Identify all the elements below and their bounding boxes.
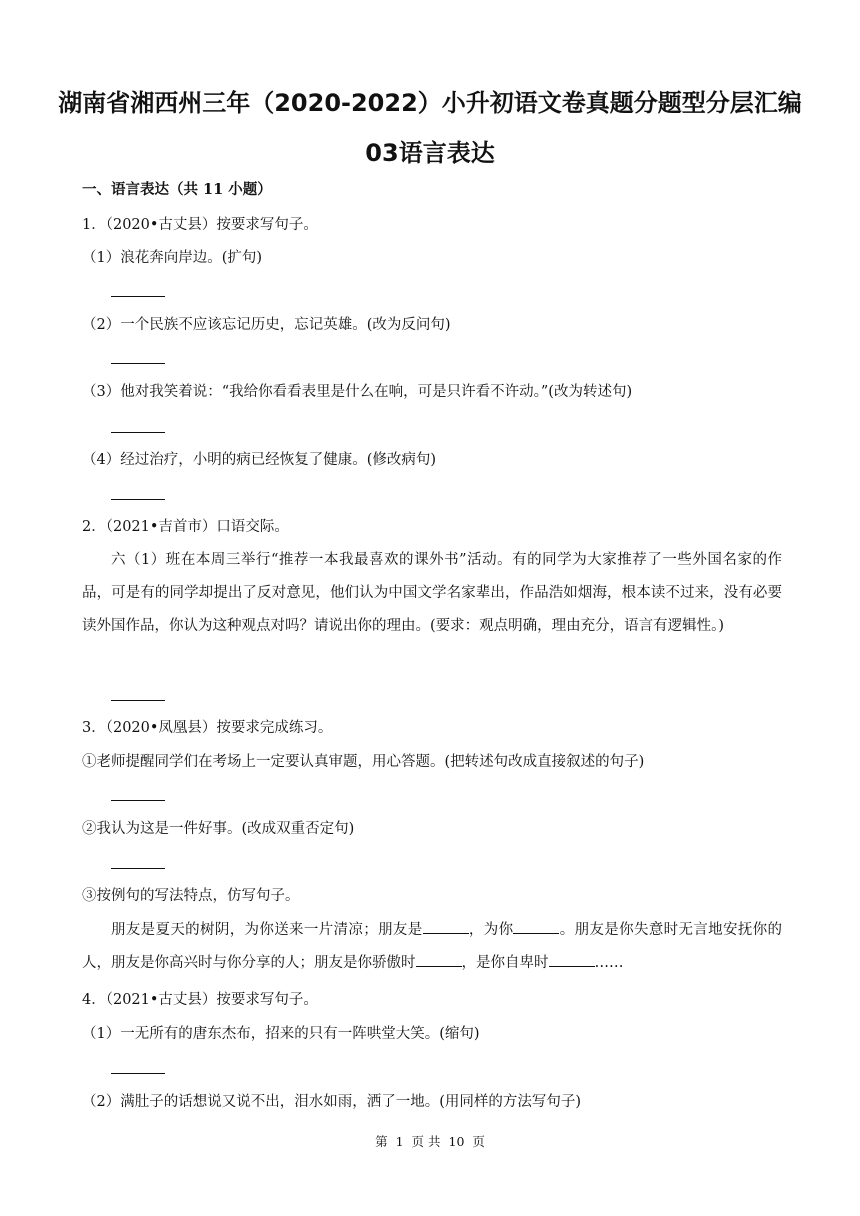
example-text: ，为你: [468, 922, 514, 938]
page-number: 1: [395, 1134, 404, 1149]
answer-line: [111, 432, 165, 433]
q3-item3: ③按例句的写法特点，仿写句子。: [82, 888, 300, 904]
example-text: ，是你自卑时: [461, 955, 549, 971]
fill-blank[interactable]: [513, 919, 559, 934]
q2-stem: 2．（2021•吉首市）口语交际。: [82, 519, 289, 535]
q3-stem: 3．（2020•凤凰县）按要求完成练习。: [82, 720, 333, 736]
q2-body: 六（1）班在本周三举行“推荐一本我最喜欢的课外书”活动。有的同学为大家推荐了一些外国名家的作品，可是有的同学却提出了反对意见，他们认为中国文学名家辈出，作品浩如烟海，根本读不过来，没有必要读外国作品，你认为这种观点对吗？请说出你的理由。(要求：观点明确，理由充分，语言有逻辑性。): [82, 552, 782, 634]
example-text: 朋友是夏天的树阴，为你送来一片清凉；朋友是: [111, 922, 423, 938]
footer-text: 页: [472, 1134, 485, 1149]
footer-text: 第: [375, 1134, 388, 1149]
page-footer: [0, 1132, 860, 1150]
q3-item2: ②我认为这是一件好事。(改成双重否定句): [82, 821, 355, 837]
q1-sub4: （4）经过治疗，小明的病已经恢复了健康。(修改病句): [82, 452, 437, 468]
q3-item1: ①老师提醒同学们在考场上一定要认真审题，用心答题。(把转述句改成直接叙述的句子): [82, 754, 645, 770]
document-title-line2: 03语言表达: [365, 139, 495, 167]
answer-line: [111, 296, 165, 297]
answer-line: [111, 868, 165, 869]
example-text: ……: [594, 955, 624, 971]
page-total: 10: [448, 1134, 465, 1149]
answer-line: [111, 1073, 165, 1074]
q1-stem: 1．（2020•古丈县）按要求写句子。: [82, 217, 318, 233]
fill-blank[interactable]: [416, 952, 462, 967]
q1-sub1: （1）浪花奔向岸边。(扩句): [82, 250, 263, 266]
answer-line: [111, 499, 165, 500]
footer-text: 页 共: [411, 1134, 441, 1149]
fill-blank[interactable]: [549, 952, 595, 967]
document-title-line1: 湖南省湘西州三年（2020-2022）小升初语文卷真题分题型分层汇编: [58, 89, 802, 117]
fill-blank[interactable]: [423, 919, 469, 934]
q4-sub2: （2）满肚子的话想说又说不出，泪水如雨，洒了一地。(用同样的方法写句子): [82, 1094, 582, 1110]
q3-example-paragraph: [82, 914, 782, 980]
q1-sub2: （2）一个民族不应该忘记历史，忘记英雄。(改为反问句): [82, 317, 451, 333]
q4-sub1: （1）一无所有的唐东杰布，招来的只有一阵哄堂大笑。(缩句): [82, 1026, 480, 1042]
section-heading: 一、语言表达（共 11 小题）: [82, 181, 272, 198]
example-text: 。朋友是你失意时无言地安抚你的人，朋友是你高兴时与你分享的人；朋友是你骄傲时: [82, 922, 783, 971]
answer-line: [111, 800, 165, 801]
q4-stem: 4．（2021•古丈县）按要求写句子。: [82, 992, 318, 1008]
answer-line: [111, 363, 165, 364]
q1-sub3: （3）他对我笑着说：“我给你看看表里是什么在响，可是只许看不许动。”(改为转述句): [82, 384, 633, 400]
answer-line: [111, 700, 165, 701]
